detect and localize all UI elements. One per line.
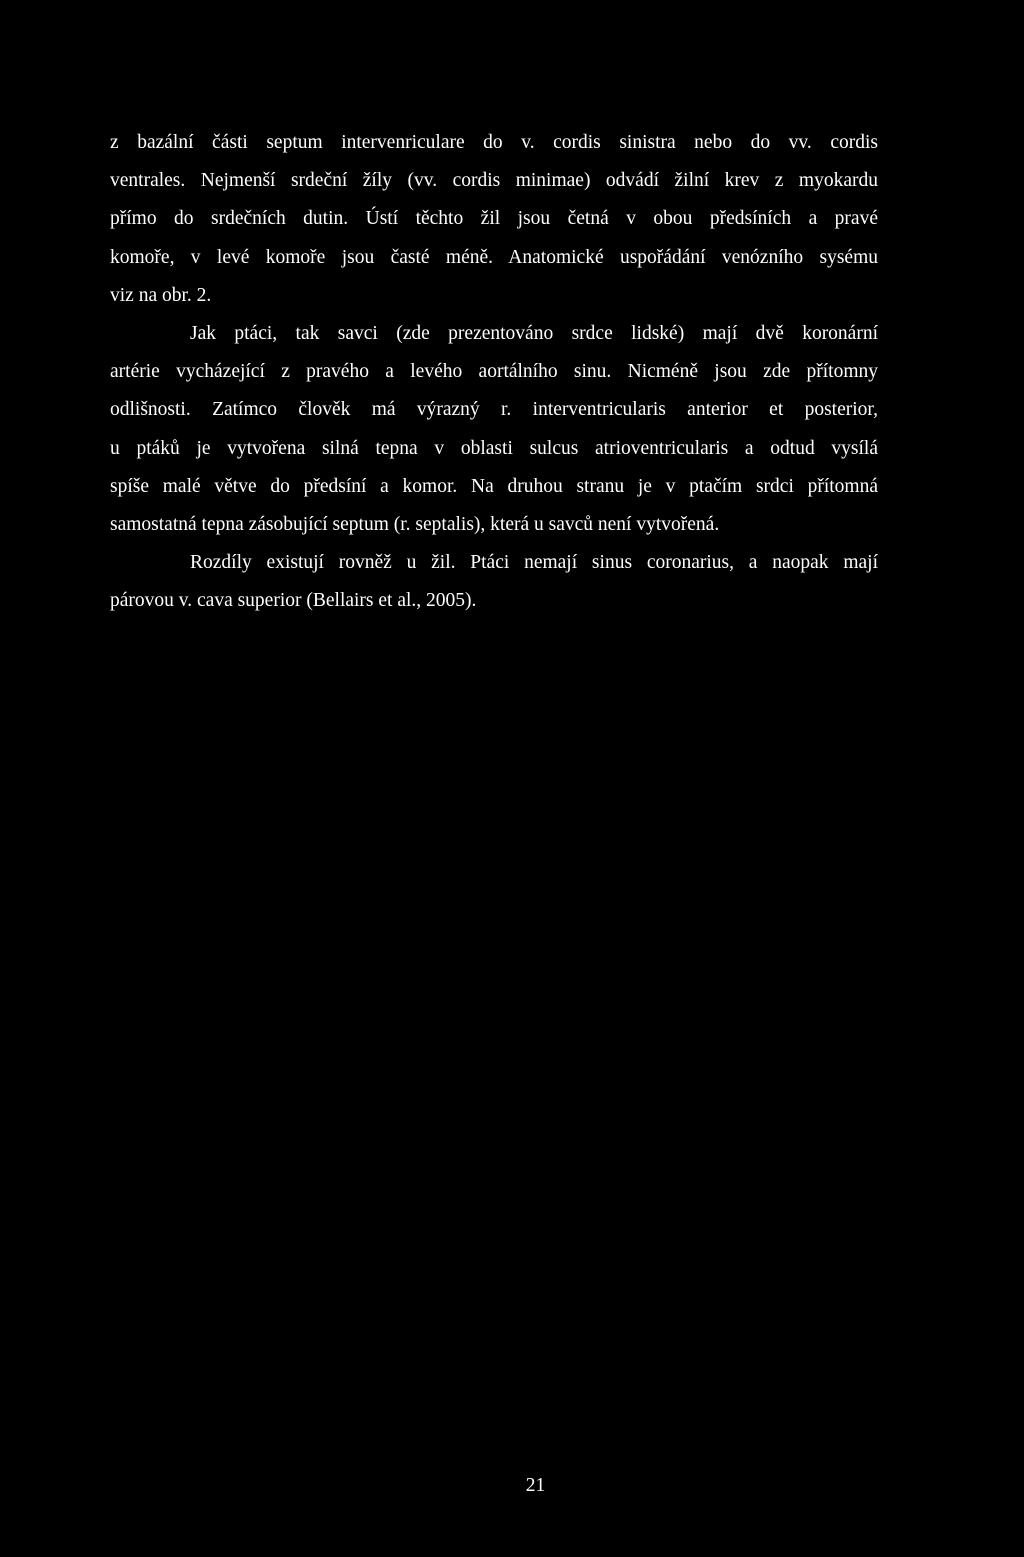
text-line: artérie vycházející z pravého a levého aortálního sinu. Nicméně jsou zde přítomny: [110, 361, 878, 383]
text-line: z bazální části septum intervenriculare do v. cordis sinistra nebo do vv. cordis: [110, 132, 878, 153]
text-line: párovou v. cava superior (Bellairs et al., 2005).: [110, 590, 477, 612]
text-line: komoře, v levé komoře jsou časté méně. Anatomické uspořádání venózního sysému: [110, 246, 878, 268]
text-line: samostatná tepna zásobující septum (r. septalis), která u savců není vytvořená.: [110, 513, 720, 535]
text-line: přímo do srdečních dutin. Ústí těchto žil jsou četná v obou předsíních a pravé: [110, 208, 878, 230]
text-line: spíše malé větve do předsíní a komor. Na druhou stranu je v ptačím srdci přítomná: [110, 475, 878, 497]
body-text: [110, 124, 878, 620]
text-line: viz na obr. 2.: [110, 284, 212, 306]
paragraph-vein-differences: [110, 544, 878, 620]
text-line: Rozdíly existují rovněž u žil. Ptáci nemají sinus coronarius, a naopak mají: [190, 552, 878, 574]
text-line: ventrales. Nejmenší srdeční žíly (vv. cordis minimae) odvádí žilní krev z myokardu: [110, 170, 878, 192]
text-line: Jak ptáci, tak savci (zde prezentováno srdce lidské) mají dvě koronární: [190, 322, 878, 344]
text-line: odlišnosti. Zatímco člověk má výrazný r. interventricularis anterior et posterior,: [110, 399, 878, 421]
paragraph-venous-drainage: [110, 124, 878, 315]
text-line: u ptáků je vytvořena silná tepna v oblasti sulcus atrioventricularis a odtud vysílá: [110, 437, 878, 459]
paragraph-coronary-arteries: [110, 315, 878, 544]
page-number: 21: [525, 1475, 546, 1496]
